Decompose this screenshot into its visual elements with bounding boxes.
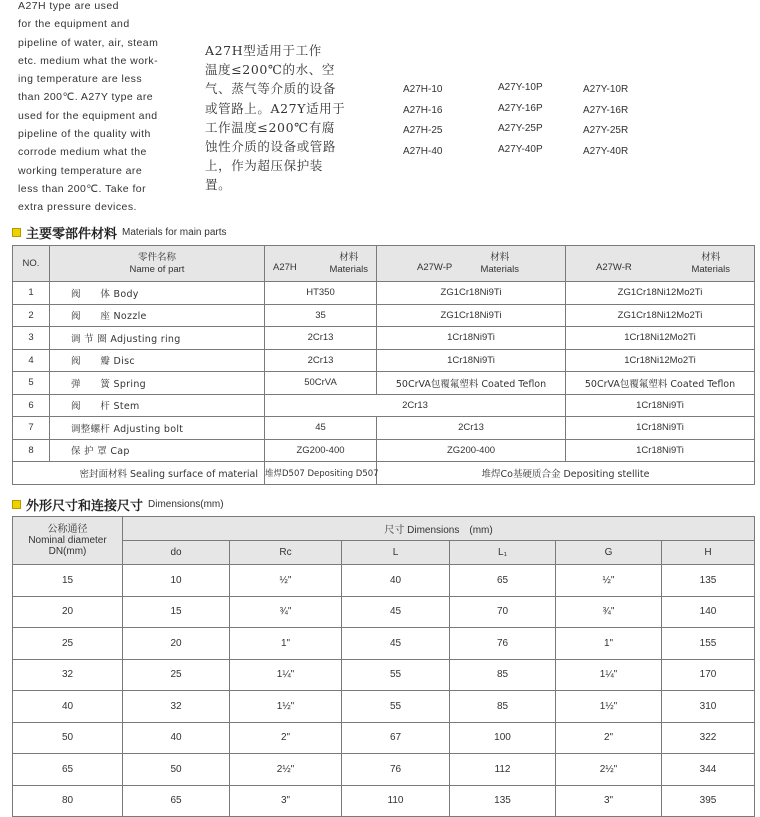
header-mat-en: Materials: [691, 264, 730, 275]
model-list-a27y-r: [583, 80, 628, 162]
model-code: A27H-25: [403, 125, 443, 137]
dimensions-title-en: Dimensions(mm): [148, 499, 224, 510]
header-dn-cn: 公称通径: [47, 524, 88, 535]
header-no: NO.: [13, 246, 50, 282]
intro-en-line: for the equipment and: [18, 18, 130, 31]
intro-en-line: corrode medium what the: [18, 146, 147, 159]
materials-header-row: [13, 246, 755, 282]
header-mat-cn: 材料: [339, 252, 359, 263]
dimensions-column-header-row: [13, 541, 755, 565]
cell-g: 2½": [556, 754, 662, 786]
part-name: 阀 体 Body: [50, 282, 265, 305]
material-a27wr: 1Cr18Ni12Mo2Ti: [566, 349, 755, 372]
model-code: A27Y-25R: [583, 125, 629, 137]
table-row: [13, 394, 755, 417]
cell-l: 40: [342, 565, 450, 597]
cell-h: 155: [662, 628, 755, 660]
material-a27wr: 1Cr18Ni12Mo2Ti: [566, 327, 755, 350]
intro-en-line: pipeline of water, air, steam: [18, 36, 159, 49]
cell-g: ¾": [556, 596, 662, 628]
cell-do: 32: [123, 691, 230, 723]
model-code: A27Y-16P: [498, 102, 543, 114]
square-bullet-icon: [12, 228, 21, 237]
cell-dn: 15: [13, 565, 123, 597]
part-name: 阀 杆 Stem: [50, 394, 265, 417]
header-nominal-diameter: [13, 517, 123, 565]
header-materials-label: [480, 252, 519, 276]
cell-dn: 20: [13, 596, 123, 628]
cell-rc: ½": [230, 565, 342, 597]
material-a27wp: ZG200-400: [377, 439, 566, 462]
header-mat-en: Materials: [480, 264, 519, 275]
cell-l1: 85: [450, 691, 556, 723]
materials-title-en: Materials for main parts: [122, 227, 227, 238]
table-row-sealing: [13, 462, 755, 485]
row-no: 8: [13, 439, 50, 462]
table-row: [13, 722, 755, 754]
material-a27wp: 1Cr18Ni9Ti: [377, 327, 566, 350]
cell-dn: 32: [13, 659, 123, 691]
header-model-label: A27W-R: [596, 262, 632, 273]
cell-l1: 135: [450, 785, 556, 817]
header-dimensions-group: 尺寸 Dimensions (mm): [123, 517, 755, 541]
table-row: [13, 565, 755, 597]
intro-en-line: used for the equipment and: [18, 109, 158, 122]
cell-l1: 70: [450, 596, 556, 628]
header-rc: Rc: [230, 541, 342, 565]
model-code: A27Y-40R: [583, 145, 629, 157]
cell-h: 140: [662, 596, 755, 628]
cell-h: 135: [662, 565, 755, 597]
material-a27h: 2Cr13: [265, 349, 377, 372]
cell-dn: 40: [13, 691, 123, 723]
header-part-en: Name of part: [129, 263, 185, 275]
header-do: do: [123, 541, 230, 565]
cell-do: 25: [123, 659, 230, 691]
material-a27h: 2Cr13: [265, 327, 377, 350]
table-row: [13, 596, 755, 628]
intro-en-line: A27H type are used: [18, 0, 119, 12]
row-no: 4: [13, 349, 50, 372]
cell-rc: 3": [230, 785, 342, 817]
header-a27wp: [377, 246, 566, 282]
cell-do: 10: [123, 565, 230, 597]
header-model-label: A27H: [273, 262, 297, 273]
material-a27h: HT350: [265, 282, 377, 305]
material-a27wr: ZG1Cr18Ni12Mo2Ti: [566, 282, 755, 305]
cell-dn: 65: [13, 754, 123, 786]
dimensions-title-cn: 外形尺寸和连接尺寸: [26, 499, 144, 514]
cell-h: 322: [662, 722, 755, 754]
material-a27wr: 1Cr18Ni9Ti: [566, 394, 755, 417]
row-no: 2: [13, 304, 50, 327]
table-row: [13, 304, 755, 327]
model-code: A27Y-25P: [498, 123, 543, 135]
materials-title-cn: 主要零部件材料: [26, 227, 118, 242]
header-a27wr: [566, 246, 755, 282]
intro-en-line: pipeline of the quality with: [18, 128, 151, 141]
material-a27wr: 1Cr18Ni9Ti: [566, 417, 755, 440]
material-a27h: ZG200-400: [265, 439, 377, 462]
dimensions-group-header-row: [13, 517, 755, 541]
material-a27wr: 1Cr18Ni9Ti: [566, 439, 755, 462]
header-a27h: [265, 246, 377, 282]
material-a27h: 35: [265, 304, 377, 327]
part-name: 弹 簧 Spring: [50, 372, 265, 395]
cell-do: 65: [123, 785, 230, 817]
cell-l: 45: [342, 596, 450, 628]
cell-l: 76: [342, 754, 450, 786]
cell-g: 1": [556, 628, 662, 660]
material-a27wp: 50CrVA包覆氟塑料 Coated Teflon: [377, 372, 566, 395]
model-list-a27y-p: [498, 78, 543, 160]
model-code: A27Y-16R: [583, 104, 629, 116]
sealing-others: 堆焊Co基硬质合金 Depositing stellite: [377, 462, 755, 485]
material-a27wp: ZG1Cr18Ni9Ti: [377, 282, 566, 305]
material-a27h-a27wp: 2Cr13: [265, 394, 566, 417]
cell-dn: 25: [13, 628, 123, 660]
header-g: G: [556, 541, 662, 565]
cell-rc: ¾": [230, 596, 342, 628]
material-a27wp: 1Cr18Ni9Ti: [377, 349, 566, 372]
intro-en-line: extra pressure devices.: [18, 201, 137, 214]
model-code: A27H-10: [403, 84, 443, 95]
intro-cn-line: 工作温度≤200℃有腐: [205, 119, 335, 135]
cell-dn: 50: [13, 722, 123, 754]
cell-rc: 1¼": [230, 659, 342, 691]
header-materials-label: [691, 252, 730, 276]
header-dn-en: Nominal diameter: [28, 535, 107, 546]
table-row: [13, 282, 755, 305]
cell-g: 1¼": [556, 659, 662, 691]
table-row: [13, 327, 755, 350]
cell-rc: 1": [230, 628, 342, 660]
header-part-name: [50, 246, 265, 282]
cell-do: 40: [123, 722, 230, 754]
table-row: [13, 349, 755, 372]
material-a27h: 50CrVA: [265, 372, 377, 395]
table-row: [13, 439, 755, 462]
intro-english-text: [18, 0, 166, 217]
material-a27h: 45: [265, 417, 377, 440]
cell-g: ½": [556, 565, 662, 597]
cell-rc: 1½": [230, 691, 342, 723]
cell-do: 50: [123, 754, 230, 786]
cell-g: 2": [556, 722, 662, 754]
cell-l1: 85: [450, 659, 556, 691]
header-part-cn: 零件名称: [137, 251, 176, 263]
header-mat-cn: 材料: [490, 252, 510, 263]
table-row: [13, 372, 755, 395]
part-name: 保 护 罩 Cap: [50, 439, 265, 462]
cell-rc: 2": [230, 722, 342, 754]
intro-cn-line: 上，作为超压保护装: [205, 158, 323, 174]
cell-h: 310: [662, 691, 755, 723]
cell-l1: 76: [450, 628, 556, 660]
cell-rc: 2½": [230, 754, 342, 786]
intro-cn-line: 蚀性介质的设备或管路: [205, 139, 337, 155]
row-no: 1: [13, 282, 50, 305]
cell-g: 1½": [556, 691, 662, 723]
square-bullet-icon: [12, 500, 21, 509]
row-no: 6: [13, 394, 50, 417]
material-a27wp: ZG1Cr18Ni9Ti: [377, 304, 566, 327]
header-l1: L₁: [450, 541, 556, 565]
intro-cn-line: 气、蒸气等介质的设备: [205, 81, 337, 97]
cell-l: 67: [342, 722, 450, 754]
intro-en-line: etc. medium what the work-: [18, 54, 159, 67]
cell-do: 15: [123, 596, 230, 628]
table-row: [13, 754, 755, 786]
dimensions-table: [12, 516, 755, 817]
header-l: L: [342, 541, 450, 565]
cell-l1: 112: [450, 754, 556, 786]
table-row: [13, 785, 755, 817]
intro-en-line: ing temperature are less: [18, 73, 143, 86]
cell-l: 45: [342, 628, 450, 660]
materials-table: [12, 245, 755, 485]
intro-chinese-text: [205, 41, 375, 195]
header-h: H: [662, 541, 755, 565]
table-row: [13, 417, 755, 440]
cell-l: 55: [342, 659, 450, 691]
row-no: 5: [13, 372, 50, 395]
header-model-label: A27W-P: [417, 262, 453, 273]
part-name: 阀 瓣 Disc: [50, 349, 265, 372]
intro-cn-line: 置。: [205, 177, 232, 193]
header-mat-en: Materials: [329, 264, 368, 275]
cell-l1: 65: [450, 565, 556, 597]
material-a27wr: ZG1Cr18Ni12Mo2Ti: [566, 304, 755, 327]
cell-g: 3": [556, 785, 662, 817]
model-code: A27Y-10R: [583, 84, 629, 95]
cell-l: 110: [342, 785, 450, 817]
table-row: [13, 691, 755, 723]
intro-cn-line: A27H型适用于工作: [205, 43, 322, 58]
model-code: A27Y-40P: [498, 143, 543, 155]
header-mat-cn: 材料: [701, 252, 721, 263]
model-code: A27H-16: [403, 104, 443, 116]
cell-h: 395: [662, 785, 755, 817]
cell-do: 20: [123, 628, 230, 660]
intro-cn-line: 或管路上。A27Y适用于: [205, 100, 346, 116]
row-no: 7: [13, 417, 50, 440]
intro-en-line: than 200℃. A27Y type are: [18, 91, 154, 104]
cell-l: 55: [342, 691, 450, 723]
material-a27wr: 50CrVA包覆氟塑料 Coated Teflon: [566, 372, 755, 395]
header-dn-unit: DN(mm): [48, 546, 87, 557]
model-list-a27h: [403, 80, 442, 162]
cell-dn: 80: [13, 785, 123, 817]
sealing-label: 密封面材料 Sealing surface of material: [13, 462, 265, 485]
intro-en-line: working temperature are: [18, 164, 143, 177]
table-row: [13, 628, 755, 660]
dimensions-section-heading: [12, 495, 224, 514]
cell-h: 170: [662, 659, 755, 691]
model-code: A27H-40: [403, 145, 443, 157]
cell-l1: 100: [450, 722, 556, 754]
header-materials-label: [329, 252, 368, 276]
sealing-a27h: 堆焊D507 Depositing D507: [265, 462, 377, 485]
cell-h: 344: [662, 754, 755, 786]
part-name: 阀 座 Nozzle: [50, 304, 265, 327]
table-row: [13, 659, 755, 691]
material-a27wp: 2Cr13: [377, 417, 566, 440]
row-no: 3: [13, 327, 50, 350]
materials-section-heading: [12, 223, 227, 242]
intro-en-line: less than 200℃. Take for: [18, 182, 147, 195]
intro-cn-line: 温度≤200℃的水、空: [205, 62, 335, 78]
model-code: A27Y-10P: [498, 82, 543, 93]
part-name: 调 节 圈 Adjusting ring: [50, 327, 265, 350]
part-name: 调整螺杆 Adjusting bolt: [50, 417, 265, 440]
